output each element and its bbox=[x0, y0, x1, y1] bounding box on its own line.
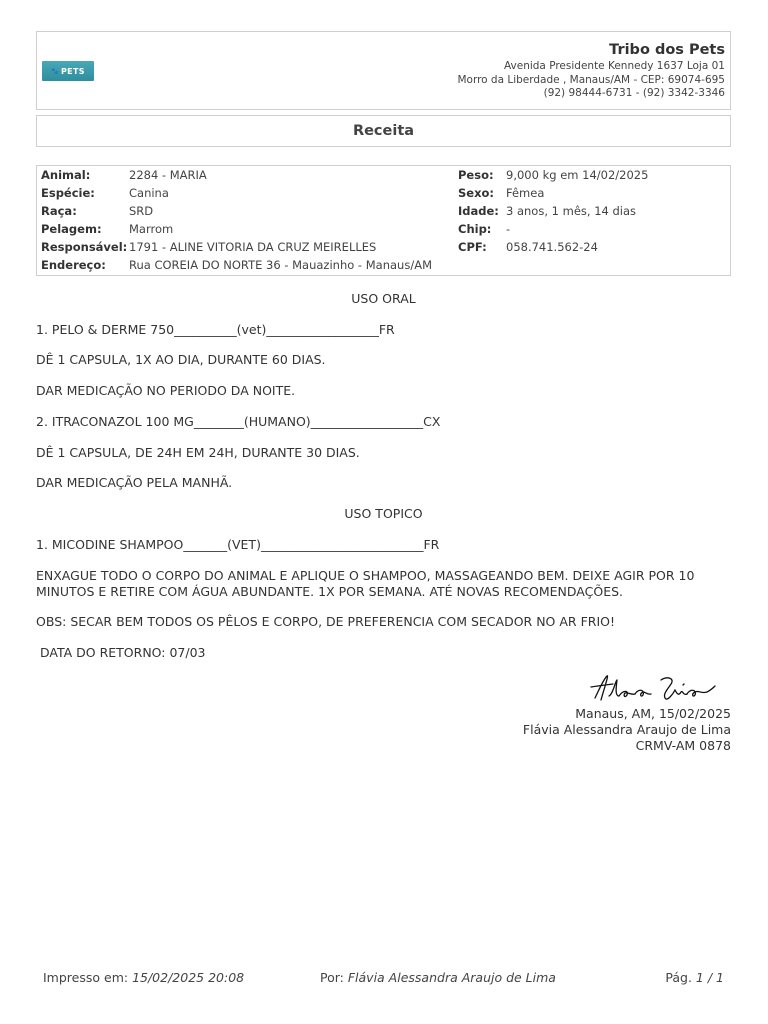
printed-label: Impresso em: bbox=[43, 970, 129, 985]
raca-value: SRD bbox=[129, 204, 154, 218]
page-value: 1 / 1 bbox=[695, 970, 724, 985]
endereco-row bbox=[41, 256, 432, 274]
uso-oral-heading: USO ORAL bbox=[351, 291, 416, 306]
idade-row bbox=[458, 202, 636, 220]
medication-item-3-instructions-line1: ENXAGUE TODO O CORPO DO ANIMAL E APLIQUE O SHAMPOO, MASSAGEANDO BEM. DEIXE AGIR POR 10 bbox=[36, 568, 695, 583]
medication-item-2-dose: DÊ 1 CAPSULA, DE 24H EM 24H, DURANTE 30 DIAS. bbox=[36, 445, 360, 460]
medication-item-3: 1. MICODINE SHAMPOO_______(VET)__________________________FR bbox=[36, 537, 440, 552]
clinic-header bbox=[36, 31, 731, 110]
peso-label: Peso: bbox=[458, 168, 494, 182]
clinic-info bbox=[457, 41, 725, 101]
clinic-logo bbox=[42, 61, 94, 81]
raca-row bbox=[41, 202, 153, 220]
return-date: DATA DO RETORNO: 07/03 bbox=[36, 645, 206, 660]
especie-label: Espécie: bbox=[41, 186, 95, 200]
medication-item-1: 1. PELO & DERME 750__________(vet)__________________FR bbox=[36, 322, 395, 337]
clinic-address-line2: Morro da Liberdade , Manaus/AM - CEP: 69074-695 bbox=[457, 73, 725, 86]
observation-text: OBS: SECAR BEM TODOS OS PÊLOS E CORPO, DE PREFERENCIA COM SECADOR NO AR FRIO! bbox=[36, 614, 615, 629]
signature-place-date: Manaus, AM, 15/02/2025 bbox=[575, 706, 731, 721]
printed-by-value: Flávia Alessandra Araujo de Lima bbox=[347, 970, 556, 985]
uso-topico-heading: USO TOPICO bbox=[344, 506, 423, 521]
pelagem-label: Pelagem: bbox=[41, 222, 102, 236]
chip-value: - bbox=[506, 222, 511, 236]
cpf-label: CPF: bbox=[458, 240, 487, 254]
medication-item-2: 2. ITRACONAZOL 100 MG________(HUMANO)__________________CX bbox=[36, 414, 441, 429]
clinic-address-line1: Avenida Presidente Kennedy 1637 Loja 01 bbox=[503, 60, 725, 72]
endereco-label: Endereço: bbox=[41, 258, 106, 272]
endereco-value: Rua COREIA DO NORTE 36 - Mauazinho - Manaus/AM bbox=[129, 258, 432, 272]
paw-icon: 🐾 bbox=[51, 67, 60, 75]
printed-by-label: Por: bbox=[320, 970, 344, 985]
medication-item-3-instructions-line2: MINUTOS E RETIRE COM ÁGUA ABUNDANTE. 1X POR SEMANA. ATÉ NOVAS RECOMENDAÇÕES. bbox=[36, 584, 623, 599]
printed-at bbox=[43, 970, 244, 985]
medication-item-1-note: DAR MEDICAÇÃO NO PERIODO DA NOITE. bbox=[36, 383, 296, 398]
cpf-row bbox=[458, 238, 598, 256]
pelagem-value: Marrom bbox=[129, 222, 174, 236]
chip-label: Chip: bbox=[458, 222, 492, 236]
clinic-phones: (92) 98444-6731 - (92) 3342-3346 bbox=[543, 87, 725, 99]
page-number bbox=[665, 970, 724, 985]
vet-name: Flávia Alessandra Araujo de Lima bbox=[522, 722, 731, 737]
sexo-value: Fêmea bbox=[506, 186, 545, 200]
idade-value: 3 anos, 1 mês, 14 dias bbox=[506, 204, 637, 218]
printed-by bbox=[320, 970, 556, 985]
signature-block bbox=[523, 670, 731, 754]
idade-label: Idade: bbox=[458, 204, 499, 218]
vet-crmv: CRMV-AM 0878 bbox=[635, 738, 731, 753]
chip-row bbox=[458, 220, 510, 238]
raca-label: Raça: bbox=[41, 204, 77, 218]
logo-text: PETS bbox=[61, 66, 85, 76]
sexo-label: Sexo: bbox=[458, 186, 494, 200]
especie-value: Canina bbox=[129, 186, 169, 200]
medication-item-1-dose: DÊ 1 CAPSULA, 1X AO DIA, DURANTE 60 DIAS. bbox=[36, 352, 326, 367]
pelagem-row bbox=[41, 220, 173, 238]
handwritten-signature bbox=[583, 670, 723, 706]
printed-value: 15/02/2025 20:08 bbox=[132, 970, 245, 985]
peso-value: 9,000 kg em 14/02/2025 bbox=[506, 168, 649, 182]
document-title: Receita bbox=[352, 123, 415, 139]
especie-row bbox=[41, 184, 169, 202]
peso-row bbox=[458, 166, 648, 184]
page-label: Pág. bbox=[665, 970, 692, 985]
animal-value: 2284 - MARIA bbox=[129, 168, 207, 182]
medication-item-2-note: DAR MEDICAÇÃO PELA MANHÃ. bbox=[36, 475, 233, 490]
document-title-bar bbox=[36, 115, 731, 147]
clinic-name: Tribo dos Pets bbox=[609, 42, 725, 58]
responsavel-row bbox=[41, 238, 376, 256]
responsavel-label: Responsável: bbox=[41, 240, 128, 254]
animal-label: Animal: bbox=[41, 168, 91, 182]
sexo-row bbox=[458, 184, 544, 202]
animal-row bbox=[41, 166, 207, 184]
cpf-value: 058.741.562-24 bbox=[506, 240, 598, 254]
responsavel-value: 1791 - ALINE VITORIA DA CRUZ MEIRELLES bbox=[129, 240, 377, 254]
patient-info-box bbox=[36, 165, 731, 276]
